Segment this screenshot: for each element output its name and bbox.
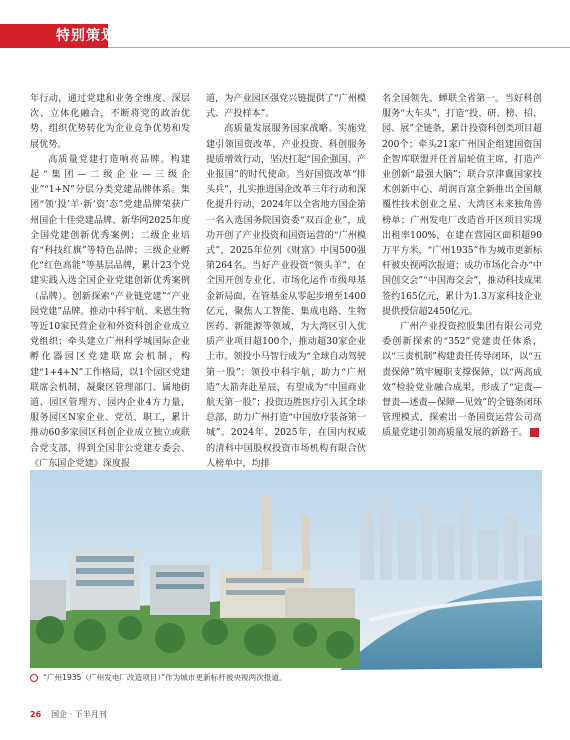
- paragraph: 道，为产业园区强党兴链提供了“广州模式、产投样本”。: [206, 94, 366, 120]
- publication-name: 国企 · 下半月刊: [51, 710, 107, 719]
- article-column-1: [30, 92, 190, 484]
- photo-caption-text: “广州1935（广州发电厂改造项目）”作为城市更新标杆被央视两次报道。: [43, 673, 287, 682]
- article-photo: [30, 470, 542, 668]
- photo-caption: [30, 671, 542, 685]
- article-column-3: [382, 92, 554, 484]
- header-rule: [108, 47, 570, 48]
- section-header: [0, 14, 570, 58]
- paragraph: 名全国领先、蝉联全省第一。当好科创服务“大车头”，打造“投、研、榜、招、园、展”全链条，累计投资科创类项目超200个；牵头21家广州国企组建国资国企智库联盟并任首届轮值主席，打造产业创新“最强大脑”；联合京津冀国家技术创新中心、胡润百富全新推出全国颠覆性技术创业之星、大湾区未来独角兽榜单；广州发电厂改造首开区项目实现出租率100%，在建在营园区面积超90万平方米，“广州1935”作为城市更新标杆被央视两次报道；成功市场化合办“中国创交会”“中国海交会”，推动科技成果签约165亿元，累计为1.3万家科技企业提供授信超2450亿元。: [382, 94, 542, 317]
- article-column-2: [206, 92, 366, 484]
- paragraph: 高质量党建打造响亮品牌。构建起“集团—二级企业—三级企业”“1+N”分层分类党建品牌体系。集团“领‘投’羊·新‘资’态”党建品牌荣获广州国企十佳党建品牌、新华网2025年度全国党建创新优秀案例；二级企业培育“科技红旗”等特色品牌；三级企业孵化“红色高能”等基层品牌，累计23个党建实践入选全国企业党建创新优秀案例（品牌）。创新探索“产业链党建”“产业园党建”品牌。推动中科宇航、来恩生物等近10家民营企业和外资科创企业成立党组织；牵头建立广州科学城国际企业孵化器园区党建联席会机制，构建“1+4+N”工作格局，以1个园区党建联席会机制，凝聚区管理部门、属地街道、园区管理方、园内企业4方力量，服务园区N家企业、党员、职工，累计推动60多家园区科创企业成立独立或联合党支部，得到全国非公党建专委会、《广东国企党建》深度报: [30, 154, 190, 469]
- paragraph: [382, 320, 554, 442]
- paragraph: 高质量发展服务国家战略。实施党建引领国资改革、产业投资、科创服务提质增效行动，坚决扛起“国企强国、产业报国”的时代使命。当好国资改革“排头兵”，扎实推进国企改革三年行动和深化提升行动，2024年以全省地方国企第一名入选国务院国资委“双百企业”，成功开创了产业投资和国资运营的“广州模式”，2025年位列《财富》中国500强第264名。当好产业投资“领头羊”，在全国开创专业化、市场化运作市级母基金新局面，在管基金从零起步增至1400亿元，聚焦人工智能、集成电路、生物医药、新能源等领域，为大湾区引入优质产业项目超100个，推动超30家企业上市。领投小马智行成为“全球自动驾驶第一股”；领投中科宇航，助力“广州造”大箭奔赴星辰，有望成为“中国商业航天第一股”；投资迈胜医疗引入其全球总部，助力广州打造“中国放疗装备第一城”。2024年、2025年，在国内权威的清科中国股权投资市场机构有限合伙人榜单中，均排: [206, 124, 366, 469]
- end-mark-icon: ▲: [530, 428, 539, 437]
- page-footer: [30, 708, 107, 722]
- paragraph-text: 广州产业投资控股集团有限公司党委创新探索的“352”党建责任体系，以“三责机制”构建责任传导闭环，以“五责保障”筑牢履职支撑保障，以“两高成效”检验党业融合成果，形成了“定责—督责—述责—保障—见效”的全链条闭环管理模式，探索出一条国资运营公司高质量党建引领高质量发展的新路子。: [382, 322, 542, 439]
- bullet-icon: [30, 674, 38, 682]
- city-renewal-photo: [30, 470, 542, 668]
- section-title: 特别策划: [56, 28, 116, 44]
- page-number: 26: [30, 710, 42, 719]
- paragraph: 年行动，通过党建和业务全维度、深层次、立体化融合，不断将党的政治优势、组织优势转化为企业竞争优势和发展优势。: [30, 94, 190, 150]
- article-body: [30, 92, 554, 484]
